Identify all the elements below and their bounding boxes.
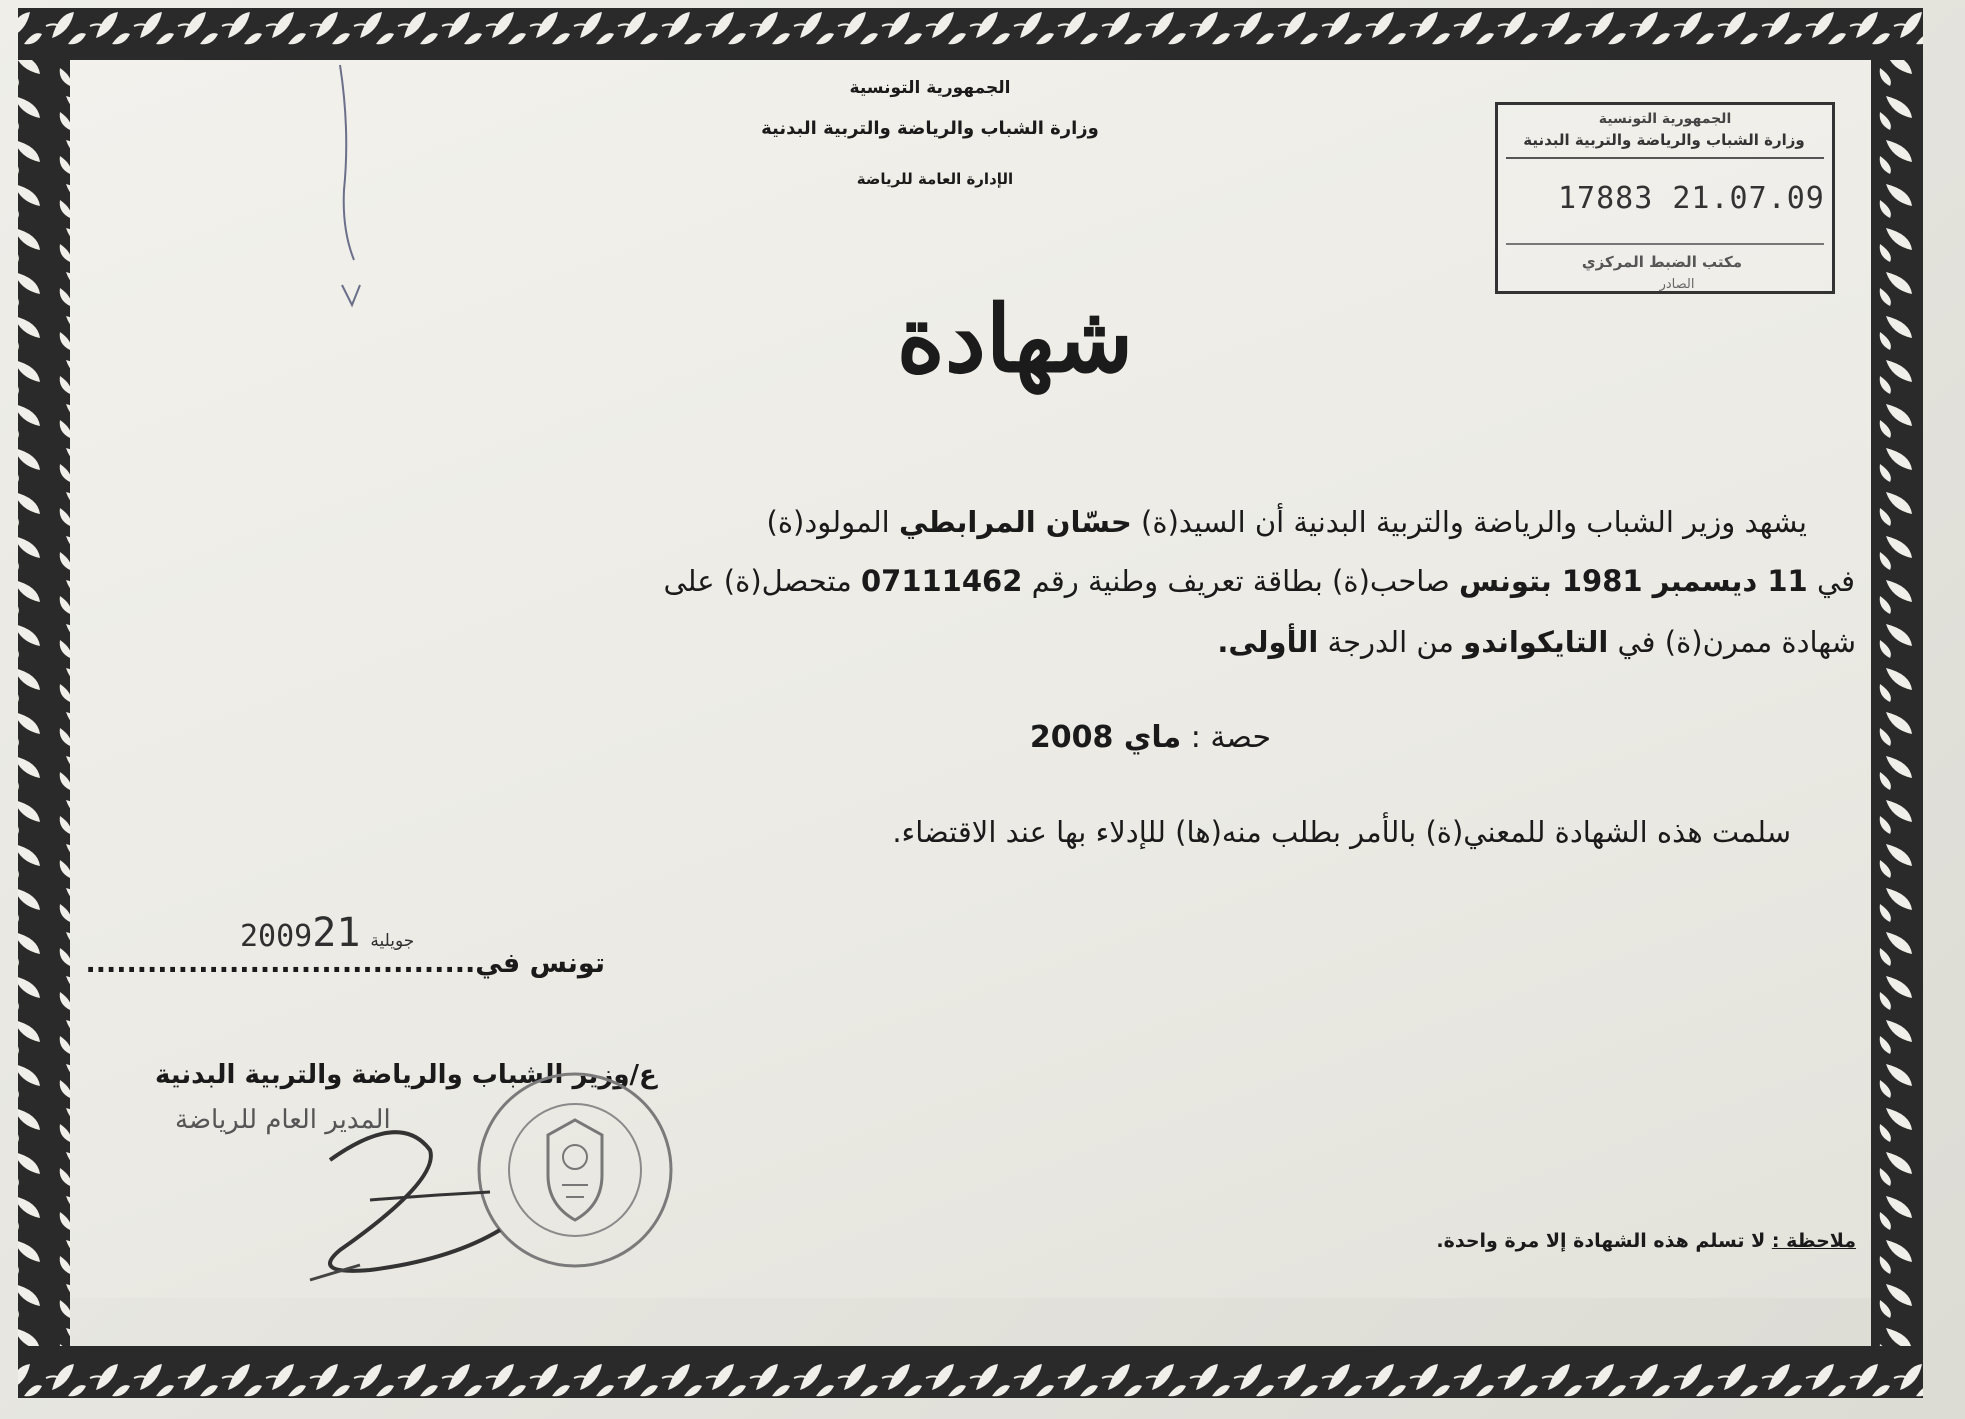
birth-place: بتونس [1458,564,1562,598]
session-line [1030,720,1271,755]
signatory-subtitle: المدير العام للرياضة [175,1105,391,1135]
text: المولود(ة) [766,505,899,539]
body-line-1 [767,505,1807,539]
text: صاحب(ة) بطاقة تعريف وطنية رقم [1022,564,1459,598]
dotted-line: ...................................... [85,948,476,979]
certificate-body [70,60,1871,1298]
republic-header: الجمهورية التونسية [849,78,1011,98]
date-year: 2009 [240,919,313,954]
session-label: حصة : [1181,720,1271,755]
sport-name: التايكواندو [1463,625,1609,659]
handwritten-signature-icon [270,1100,570,1310]
signatory-title: ع/وزير الشباب والرياضة والتربية البدنية [155,1060,657,1090]
stamp-outgoing: الصادر [1659,277,1695,292]
birth-date: 11 ديسمبر 1981 [1561,564,1808,598]
stamp-number: 17883 21.07.09 [1558,181,1825,216]
note-label: ملاحظة : [1771,1230,1856,1252]
issuance-statement: سلمت هذه الشهادة للمعني(ة) بالأمر بطلب منه(ها) للإدلاء بها عند الاقتضاء. [892,815,1791,849]
note-text: لا تسلم هذه الشهادة إلا مرة واحدة. [1436,1230,1772,1252]
footnote [1436,1230,1856,1252]
registry-stamp [1495,102,1835,294]
stamp-divider [1506,157,1824,159]
id-number: 07111462 [860,564,1023,598]
text: من الدرجة [1318,625,1464,659]
stamp-office: مكتب الضبط المركزي [1581,253,1743,271]
session-value: ماي 2008 [1029,720,1182,755]
stamp-ministry: وزارة الشباب والرياضة والتربية البدنية [1523,131,1805,149]
holder-name: حسّان المرابطي [898,505,1132,539]
text: متحصل(ة) على [663,564,861,598]
body-line-3 [1217,625,1856,659]
body-line-2 [664,564,1855,598]
stamp-divider-2 [1506,243,1824,245]
text: يشهد وزير الشباب والرياضة والتربية البدنية أن السيد(ة) [1131,505,1807,539]
date-month: جويلية [370,931,415,951]
ministry-header: وزارة الشباب والرياضة والتربية البدنية [761,118,1099,139]
directorate-header: الإدارة العامة للرياضة [856,170,1014,188]
ink-marks-icon [330,60,390,320]
certificate-title: شهادة [896,285,1134,393]
stamp-republic: الجمهورية التونسية [1598,111,1732,127]
text: في [1807,564,1855,598]
place-label: تونس في [475,948,605,979]
place-date-line [85,948,605,979]
date-day: 21 [312,910,361,956]
level: الأولى. [1217,625,1319,659]
text: شهادة ممرن(ة) في [1608,625,1856,659]
